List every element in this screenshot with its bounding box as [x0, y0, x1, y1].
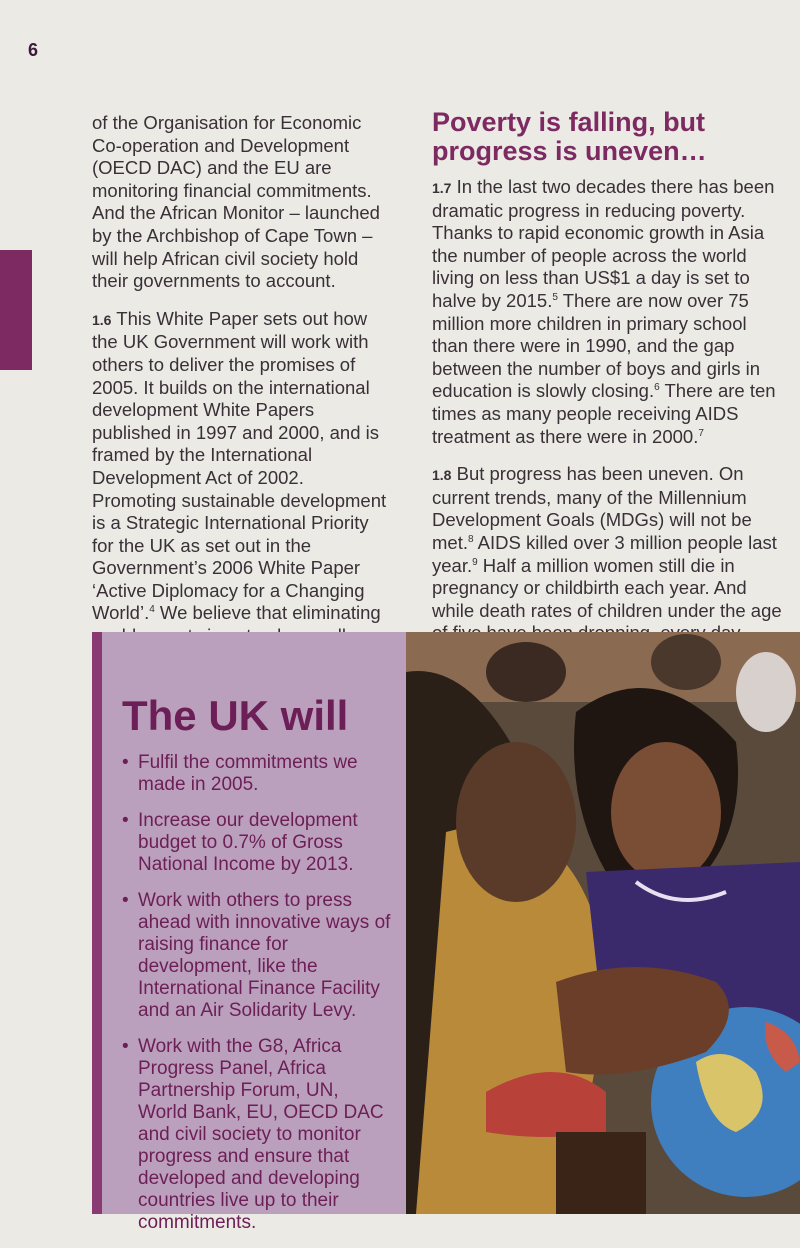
paragraph-text: AIDS killed over 3 million people last year. [432, 531, 777, 576]
box-stripe [92, 632, 102, 1214]
footnote-ref: 4 [149, 604, 155, 616]
bullet-icon: • [122, 810, 129, 831]
left-column [92, 112, 392, 715]
section-heading: Poverty is falling, but progress is uneven… [432, 107, 707, 166]
box-heading: The UK will [122, 692, 349, 739]
bullet-icon: • [122, 890, 129, 911]
paragraph-1-7 [432, 176, 782, 448]
schoolgirls-globe-photo [406, 632, 800, 1214]
side-tab-marker [0, 250, 32, 370]
paragraph-text: In the last two decades there has been dramatic progress in reducing poverty. Thanks to rapid economic growth in Asia the number of people across the world living on less than US$1 a day is set to halve by 2015. [432, 176, 775, 311]
paragraph-number: 1.6 [92, 311, 112, 328]
bullet-icon: • [122, 1036, 129, 1057]
commitments-list [122, 752, 392, 1248]
list-item [122, 890, 392, 1022]
paragraph-intro: of the Organisation for Economic Co-operation and Development (OECD DAC) and the EU are monitoring financial commitments. And the African Monitor – launched by the Archbishop of Cape Town – will help African civil society hold their governments to account. [92, 112, 380, 292]
bullet-icon: • [122, 752, 129, 773]
paragraph-text: There are ten times as many people receiving AIDS treatment as there were in 2000. [432, 380, 776, 447]
paragraph-text: But progress has been uneven. On current trends, many of the Millennium Development Goals (MDGs) will not be met. [432, 463, 752, 553]
footnote-ref: 6 [654, 382, 660, 394]
paragraph-text: We believe that eliminating [159, 602, 381, 624]
list-item-text: Increase our development budget to 0.7% of Gross National Income by 2013. [138, 810, 358, 875]
paragraph-number: 1.8 [432, 467, 452, 484]
paragraph-text: There are now over 75 million more children in primary school than there were in 1990, and the gap between the number of boys and girls in education is slowly closing. [432, 289, 761, 402]
list-item-text: Work with others to press ahead with innovative ways of raising finance for development, like the International Finance Facility and an Air Solidarity Levy. [138, 890, 391, 1021]
footnote-ref: 5 [552, 291, 558, 303]
paragraph-text: Half a million women still die in pregnancy or childbirth each year. And while death rates of children under the age [432, 554, 782, 621]
list-item-text: Fulfil the commitments we made in 2005. [138, 752, 358, 795]
uk-will-box [92, 632, 406, 1233]
footnote-ref: 7 [698, 427, 704, 439]
paragraph-number: 1.7 [432, 180, 452, 196]
list-item [122, 1036, 392, 1234]
right-column [432, 108, 782, 690]
footnote-ref: 8 [467, 533, 474, 545]
page-number: 6 [28, 40, 39, 60]
list-item [122, 810, 392, 876]
list-item [122, 752, 392, 796]
footnote-ref: 9 [472, 556, 478, 568]
list-item-text: Work with the G8, Africa Progress Panel, Africa Partnership Forum, UN, World Bank, EU, OECD DAC and civil society to monitor progress and ensure that developed and developing countries live up to their commitments. [138, 1036, 384, 1233]
paragraph-text: This White Paper sets out how the UK Government will work with others to deliver the promises of 2005. It builds on the international development White Papers published in 1997 and 2000, and is framed by the International Development Act of 2002. Promoting sustainable development is a Strategic International Priority for the UK as set out in the Government’s 2006 White Paper ‘Active Diplomacy for a Changing World’. [92, 307, 387, 624]
